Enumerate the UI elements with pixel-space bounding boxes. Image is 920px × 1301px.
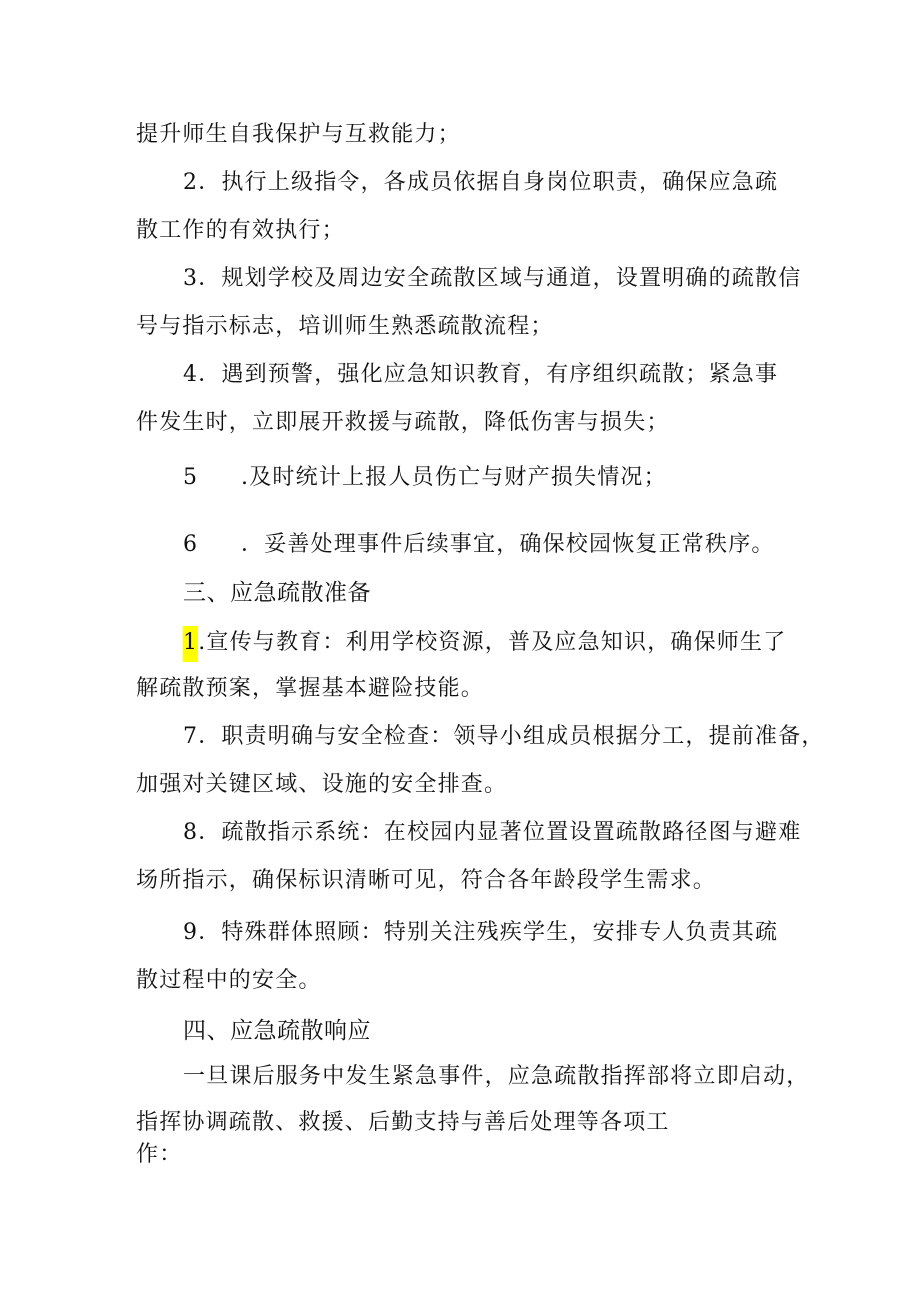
list-item-9 xyxy=(183,918,778,948)
list-number: 8 xyxy=(183,820,199,845)
paragraph-line xyxy=(136,216,345,246)
line-text: ．规划学校及周边安全疏散区域与通道，设置明确的疏散信 xyxy=(198,266,802,291)
section-heading-4: 四、应急疏散响应 xyxy=(183,1018,371,1044)
list-number: 6 xyxy=(183,532,199,557)
line-text: 加强对关键区域、设施的安全排查。 xyxy=(136,772,508,797)
line-text: 指挥协调疏散、救援、后勤支持与善后处理等各项工 xyxy=(136,1110,670,1135)
highlighted-list-number: 1 xyxy=(183,626,198,662)
list-number: 5 xyxy=(183,465,199,490)
list-number: 2 xyxy=(183,170,199,195)
paragraph-line xyxy=(136,866,716,896)
paragraph-line xyxy=(136,408,670,438)
list-item-6 xyxy=(183,530,775,560)
paragraph-line xyxy=(136,1140,182,1170)
section-heading-3: 三、应急疏散准备 xyxy=(183,580,371,606)
paragraph-line xyxy=(136,120,461,150)
list-number: 3 xyxy=(183,266,199,291)
list-item-7 xyxy=(183,722,825,752)
line-text: 一旦课后服务中发生紧急事件，应急疏散指挥部将立即启动， xyxy=(183,1064,810,1089)
list-item-3 xyxy=(183,264,801,294)
line-text: 作： xyxy=(136,1142,183,1167)
line-text: ．疏散指示系统：在校园内显著位置设置疏散路径图与避难 xyxy=(198,820,802,845)
line-text: ．执行上级指令，各成员依据自身岗位职责，确保应急疏 xyxy=(198,170,779,195)
line-text: ．遇到预警，强化应急知识教育，有序组织疏散；紧急事 xyxy=(198,362,779,387)
paragraph-line xyxy=(183,1062,809,1092)
paragraph-line xyxy=(136,312,554,342)
list-number: 4 xyxy=(183,362,199,387)
line-text: 散过程中的安全。 xyxy=(136,968,322,993)
list-item-5 xyxy=(183,463,667,493)
line-text: 解疏散预案，掌握基本避险技能。 xyxy=(136,676,485,701)
paragraph-line xyxy=(136,674,484,704)
list-number: 7 xyxy=(183,724,199,749)
line-text: ．妥善处理事件后续事宜，确保校园恢复正常秩序。 xyxy=(241,532,775,557)
line-text: 件发生时，立即展开救援与疏散，降低伤害与损失； xyxy=(136,410,670,435)
list-number: 9 xyxy=(183,920,199,945)
list-item-1 xyxy=(183,626,786,662)
line-text: 场所指示，确保标识清晰可见，符合各年龄段学生需求。 xyxy=(136,868,717,893)
paragraph-line xyxy=(136,966,322,996)
line-text: .宣传与教育：利用学校资源，普及应急知识，确保师生了 xyxy=(198,630,787,655)
list-item-4 xyxy=(183,360,778,390)
line-text: 提升师生自我保护与互救能力； xyxy=(136,122,461,147)
line-text: ．职责明确与安全检查：领导小组成员根据分工，提前准备， xyxy=(198,724,825,749)
list-item-8 xyxy=(183,818,801,848)
line-text: 号与指示标志，培训师生熟悉疏散流程； xyxy=(136,314,554,339)
line-text: .及时统计上报人员伤亡与财产损失情况； xyxy=(241,465,667,490)
line-text: 散工作的有效执行； xyxy=(136,218,345,243)
paragraph-line xyxy=(136,770,507,800)
paragraph-line xyxy=(136,1108,670,1138)
line-text: ．特殊群体照顾：特别关注残疾学生，安排专人负责其疏 xyxy=(198,920,779,945)
list-item-2 xyxy=(183,168,778,198)
